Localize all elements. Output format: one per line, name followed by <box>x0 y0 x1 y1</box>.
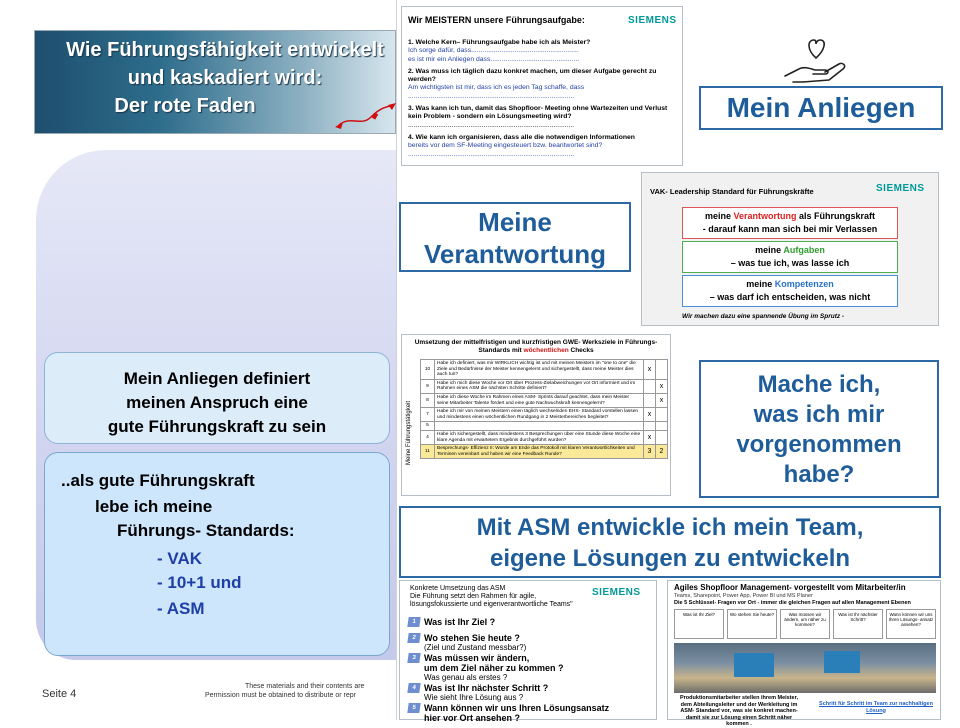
mache-line-4: habe? <box>783 461 855 488</box>
vak-b2-key: Aufgaben <box>783 245 825 255</box>
question-3-mid: - sondern ein <box>452 113 496 121</box>
checks-cell-mark-2 <box>656 408 668 422</box>
vak-footer: Wir machen dazu eine spannende Übung im Sprutz - <box>682 313 845 320</box>
checks-header <box>402 339 670 355</box>
asm-step-2 <box>411 633 527 653</box>
checks-cell-mark-2 <box>656 360 668 380</box>
asm-title-line-2: eigene Lösungen zu entwickeln <box>489 545 851 572</box>
shopfloor-management-card <box>667 580 941 727</box>
question-4-text: 4. Wie kann ich organisieren, dass alle die notwendigen Informationen <box>408 133 635 141</box>
checks-table-row <box>421 445 668 459</box>
vak-b3-sub: – was darf ich entscheiden, was nicht <box>709 292 871 302</box>
step-4-sub: Wie sieht Ihre Lösung aus ? <box>424 693 524 702</box>
heart-in-hand-icon <box>781 36 851 84</box>
asm-step-5 <box>411 703 610 723</box>
anliegen-line-2: meinen Anspruch eine <box>126 393 308 412</box>
standards-box <box>44 452 390 656</box>
siemens-logo: SIEMENS <box>628 15 677 26</box>
verantwortung-line-2: Verantwortung <box>423 239 606 269</box>
weekly-checks-card <box>401 334 671 496</box>
anliegen-statement-box <box>44 352 390 444</box>
question-2-answer: Am wichtigsten ist mir, dass ich es jeden Tag schaffe, dass <box>408 84 585 92</box>
standards-line-3: Führungs- Standards: <box>117 521 295 540</box>
questions-list <box>408 39 680 163</box>
slide-title-line-2: und kaskadiert wird: <box>127 67 323 89</box>
checks-vertical-label: Meine Führungstätigkeit <box>406 400 412 465</box>
photo-caption-left: Produktionsmitarbeiter stellen ihrem Meister, dem Abteilungsleiter und der Werkleitung im ASM- Standard vor, was sie konkret machen- damit sie zur Lösung einen Schritt näher kommen . <box>680 695 798 727</box>
checks-cell-text: Habe ich definiert, was mir WIRKLICH wichtig ist und mit meinen Meistern im "one to one" die Ziele und Bedürfnisse der Meister kennengelernt und sichergestellt, dass meine Meister dies auch tun? <box>435 360 644 380</box>
step-1-main: Was ist Ihr Ziel ? <box>424 617 496 627</box>
step-4-main: Was ist Ihr nächster Schritt ? <box>424 683 549 693</box>
vak-b1-key: Verantwortung <box>733 211 797 221</box>
question-4-answer: bereits vor dem SF-Meeting eingesteuert bzw. beantwortet sind? <box>408 142 603 150</box>
checks-cell-mark-2: x <box>656 393 668 407</box>
checks-table-row <box>421 408 668 422</box>
slide-title-banner <box>34 30 396 134</box>
vak-b3-key: Kompetenzen <box>774 279 834 289</box>
checks-cell-mark-1 <box>644 379 656 393</box>
checks-cell-text <box>435 422 644 431</box>
checks-cell-mark-2 <box>656 422 668 431</box>
question-1-answer-1: Ich sorge dafür, dass......................................................... <box>408 47 579 55</box>
question-3-post: wird? <box>553 113 572 121</box>
asm-step-4 <box>411 683 549 703</box>
shopfloor-key-questions: Die 5 Schlüssel- Fragen vor Ort - immer die gleichen Fragen auf allen Management Ebenen <box>674 600 911 606</box>
checks-table-row <box>421 422 668 431</box>
question-3-red-1: kein Problem <box>408 113 451 121</box>
vak-b3-pre: meine <box>746 279 773 289</box>
vak-siemens-logo: SIEMENS <box>876 183 925 194</box>
asm-step-1 <box>411 617 496 627</box>
slide-title-line-3: Der rote Faden <box>114 95 256 117</box>
standard-asm: - ASM <box>157 599 205 618</box>
standards-line-2: lebe ich meine <box>95 497 213 516</box>
checks-header-post: Checks <box>570 347 594 354</box>
vak-b2-pre: meine <box>755 245 782 255</box>
step-5-main: Wann können wir uns Ihren Lösungsansatz <box>424 703 610 713</box>
checks-cell-number: 4 <box>421 430 435 444</box>
vak-b2-sub: – was tue ich, was lasse ich <box>730 258 850 268</box>
checks-cell-mark-1: x <box>644 360 656 380</box>
mein-anliegen-title: Mein Anliegen <box>699 86 943 130</box>
question-2-text: 2. Was muss ich täglich dazu konkret machen, um dieser Aufgabe gerecht zu werden? <box>408 67 657 84</box>
checks-table <box>420 359 668 459</box>
asm-siemens-logo: SIEMENS <box>592 587 641 598</box>
asm-step-3 <box>411 653 564 683</box>
standard-10-plus-1: - 10+1 und <box>157 573 242 592</box>
step-3-main: Was müssen wir ändern, <box>424 653 530 663</box>
checks-header-pre: Umsetzung der mittelfristigen und kurzfristigen GWE- Werksziele in Führungs- Standards mit <box>414 339 658 354</box>
photo-caption-right: Schritt für Schritt im Team zur nachhaltigen Lösung <box>819 701 933 714</box>
checks-cell-text: Besprechungs- Effizienz II: Wurde am Ende das Protokoll mit klaren Verantwortlichkeiten und Terminen vereinbart und haben wir eine Feedback Runde? <box>435 445 644 459</box>
checks-header-red: wöchentlichen <box>523 347 569 354</box>
question-3-dots: ........................................................................................ <box>408 121 575 129</box>
legal-line-1: These materials and their contents are <box>245 683 365 690</box>
checks-cell-mark-2: 2 <box>656 445 668 459</box>
step-1-badge: 1 <box>407 617 420 627</box>
meine-verantwortung-title <box>399 202 631 272</box>
step-3-badge: 3 <box>407 653 420 663</box>
checks-table-row <box>421 360 668 380</box>
vak-standard-card <box>641 172 939 326</box>
checks-cell-mark-1: x <box>644 430 656 444</box>
question-3-pre: 3. Was kann ich tun, damit das Shopfloor- Meeting ohne Wartezeiten und Verlust <box>408 105 668 113</box>
question-2 <box>408 68 680 101</box>
question-2-dots: ........................................................................................ <box>408 92 575 100</box>
shopfloor-photo <box>674 643 936 693</box>
standard-vak: - VAK <box>157 549 203 568</box>
step-2-main: Wo stehen Sie heute ? <box>424 633 520 643</box>
checks-cell-mark-1 <box>644 393 656 407</box>
meister-questions-card <box>401 6 683 166</box>
checks-cell-text: Habe ich mich diese Woche vor Ort über Prozess-Zielabweichungen vor Ort informiert und im Rahmen eines ASM die nächsten Schritte definiert? <box>435 379 644 393</box>
page-number: Seite 4 <box>42 688 77 700</box>
step-5-sub: hier vor Ort ansehen ? <box>424 713 521 723</box>
checks-cell-number: 11 <box>421 445 435 459</box>
checks-cell-number: 8 <box>421 393 435 407</box>
asm-team-title <box>399 506 941 578</box>
checks-table-row <box>421 393 668 407</box>
vak-verantwortung-box <box>682 207 898 239</box>
shopfloor-header: Agiles Shopfloor Management- vorgestellt vom Mitarbeiter/in <box>674 583 906 592</box>
vak-header: VAK- Leadership Standard für Führungskräfte <box>650 187 814 196</box>
key-questions-grid <box>674 609 936 639</box>
vak-b1-post: als Führungskraft <box>799 211 876 221</box>
mache-line-2: was ich mir <box>753 401 885 428</box>
checks-cell-mark-1: 3 <box>644 445 656 459</box>
vak-b1-sub: - darauf kann man sich bei mir Verlassen <box>702 224 878 234</box>
checks-table-row <box>421 379 668 393</box>
asm-header-line-3: lösungsfokussierte und eigenverantwortliche Teams" <box>410 601 573 608</box>
legal-notice <box>205 682 395 700</box>
key-question-4: Was ist Ihr nächster Schritt? <box>833 609 883 639</box>
question-1-answer-2: es ist mir ein Anliegen dass............................................... <box>408 55 580 63</box>
key-question-5: Wann können wir uns Ihren Lösungs- ansatz ansehen? <box>886 609 936 639</box>
step-2-badge: 2 <box>407 633 420 643</box>
slide-title-line-1: Wie Führungsfähigkeit entwickelt <box>66 39 384 61</box>
anliegen-line-1: Mein Anliegen definiert <box>123 369 311 388</box>
checks-cell-number: 5 <box>421 422 435 431</box>
asm-steps-card <box>399 580 657 723</box>
key-question-3: Was müssen wir ändern, um näher zu kommen? <box>780 609 830 639</box>
legal-line-2: Permission must be obtained to distribute or repr <box>205 692 356 699</box>
key-question-2: Wo stehen Sie heute? <box>727 609 777 639</box>
checks-cell-text: Habe ich mir von meinen Meistern einen täglich wechselnden EHS- Standard vorstellen lassen und mindestens einen wöchentlichen Rundgang in 2 Meisterbereichen begleitet? <box>435 408 644 422</box>
asm-title-line-1: Mit ASM entwickle ich mein Team, <box>476 514 864 541</box>
step-3-sub-2: Was genau als erstes ? <box>424 673 508 682</box>
step-4-badge: 4 <box>407 683 420 693</box>
checks-cell-text: Habe ich diese Woche im Rahmen eines ASM- Sprints darauf geachtet, dass mein Meister seine Mitarbeiter Talente fördert und eine gute Nachwuchskraft kennengelernt? <box>435 393 644 407</box>
checks-table-row <box>421 430 668 444</box>
vak-kompetenzen-box <box>682 275 898 307</box>
checks-cell-mark-2: x <box>656 379 668 393</box>
checks-cell-mark-1: x <box>644 408 656 422</box>
question-4-dots: ........................................................................................ <box>408 150 575 158</box>
verantwortung-line-1: Meine <box>478 207 552 237</box>
asm-card-header <box>410 585 573 609</box>
checks-cell-mark-2 <box>656 430 668 444</box>
checks-cell-number: 9 <box>421 379 435 393</box>
key-question-1: Was ist Ihr Ziel? <box>674 609 724 639</box>
questions-header: Wir MEISTERN unsere Führungsaufgabe: <box>408 15 585 25</box>
step-5-badge: 5 <box>407 703 420 713</box>
shopfloor-tools: Teams, Sharepoint, Power App, Power BI und MS Planer <box>674 593 813 599</box>
checks-cell-text: Habe ich sichergestellt, dass mindestens 3 Besprechungen über eine Stunde diese Woche eine klare Agenda mit erwartetem Ergebnis durchgeführt wurden? <box>435 430 644 444</box>
vak-b1-pre: meine <box>704 211 731 221</box>
checks-cell-number: 10 <box>421 360 435 380</box>
question-4 <box>408 134 680 159</box>
anliegen-line-3: gute Führungskraft zu sein <box>107 417 327 436</box>
red-thread-icon <box>335 101 397 131</box>
mache-ich-title <box>699 360 939 498</box>
step-2-sub: (Ziel und Zustand messbar?) <box>424 643 527 652</box>
question-3-red-2: Lösungsmeeting <box>497 113 552 121</box>
mache-line-1: Mache ich, <box>757 371 881 398</box>
asm-header-line-1: Konkrete Umsetzung das ASM <box>410 585 506 592</box>
question-1-text: 1. Welche Kern– Führungsaufgabe habe ich als Meister? <box>408 39 591 46</box>
question-1 <box>408 39 680 64</box>
checks-cell-number: 7 <box>421 408 435 422</box>
asm-header-line-2: Die Führung setzt den Rahmen für agile, <box>410 593 537 600</box>
step-3-sub: um dem Ziel näher zu kommen ? <box>424 663 564 673</box>
vak-aufgaben-box <box>682 241 898 273</box>
standards-line-1: ..als gute Führungskraft <box>61 471 255 490</box>
mache-line-3: vorgenommen <box>736 431 902 458</box>
overlay-collage <box>396 0 960 727</box>
checks-cell-mark-1 <box>644 422 656 431</box>
question-3 <box>408 105 680 130</box>
